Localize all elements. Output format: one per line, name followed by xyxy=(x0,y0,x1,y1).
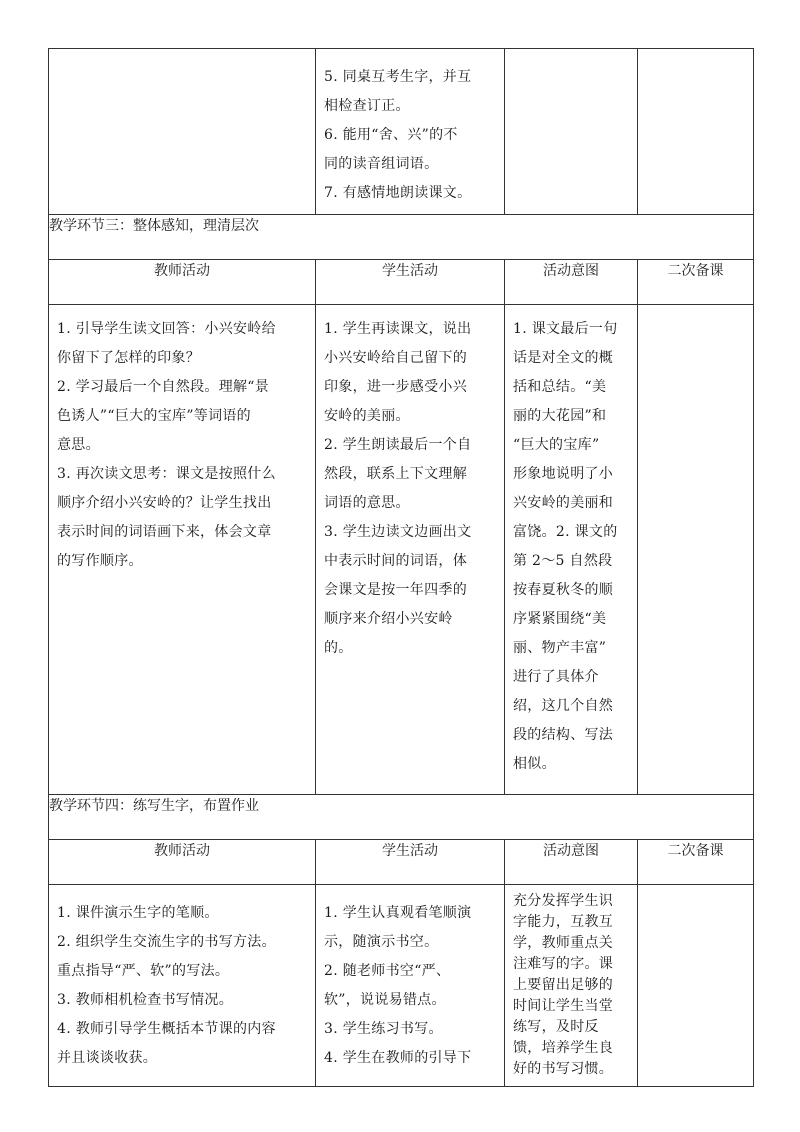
text-line: 进行了具体介 xyxy=(513,669,599,685)
text-line: 学，教师重点关 xyxy=(513,935,614,951)
text-line: 序紧紧围绕“美 xyxy=(513,611,607,627)
text-line: 1. 学生认真观看笔顺演 xyxy=(324,905,472,921)
text-line: 馈，培养学生良 xyxy=(513,1040,614,1056)
text-line: 同的读音组词语。 xyxy=(324,156,439,172)
text-line: 重点指导“严、软”的写法。 xyxy=(57,963,230,979)
section-four-body-row xyxy=(49,885,754,1087)
text-line: 好的书写习惯。 xyxy=(513,1061,614,1077)
text-line: 1. 引导学生读文回答：小兴安岭给 xyxy=(57,321,276,337)
section-three-body-row xyxy=(49,305,754,795)
text-line: 你留下了怎样的印象？ xyxy=(57,350,200,366)
student-activity-cell xyxy=(316,885,505,1087)
continuation-row xyxy=(49,49,754,215)
text-line: 中表示时间的词语，体 xyxy=(324,553,467,569)
text-line: 括和总结。“美 xyxy=(513,379,607,395)
header-activity-intent: 活动意图 xyxy=(505,260,638,305)
text-line: 3. 教师相机检查书写情况。 xyxy=(57,992,234,1008)
text-line: 色诱人”“巨大的宝库”等词语的 xyxy=(57,408,251,424)
text-line: 3. 学生边读文边画出文 xyxy=(324,524,472,540)
text-line: 2. 随老师书空“严、 xyxy=(324,963,451,979)
text-line: 字能力，互教互 xyxy=(513,914,614,930)
text-line: 顺序来介绍小兴安岭 xyxy=(324,611,453,627)
text-line: 词语的意思。 xyxy=(324,495,410,511)
lesson-plan-table xyxy=(48,48,754,1087)
text-line: 第 2～5 自然段 xyxy=(513,553,613,569)
text-line: 丽、物产丰富” xyxy=(513,640,607,656)
text-line: “巨大的宝库” xyxy=(513,437,600,453)
teacher-activity-cell xyxy=(49,49,316,215)
section-three-header-row xyxy=(49,260,754,305)
text-line: 会课文是按一年四季的 xyxy=(324,582,467,598)
teacher-activity-cell xyxy=(49,885,316,1087)
text-line: 1. 学生再读课文，说出 xyxy=(324,321,472,337)
text-line: 顺序介绍小兴安岭的？让学生找出 xyxy=(57,495,272,511)
text-line: 1. 课件演示生字的笔顺。 xyxy=(57,905,219,921)
text-line: 丽的大花园”和 xyxy=(513,408,607,424)
second-prep-cell xyxy=(638,305,754,795)
text-line: 示，随演示书空。 xyxy=(324,934,439,950)
text-line: 6. 能用“舍、兴”的不 xyxy=(324,127,458,143)
header-second-prep: 二次备课 xyxy=(638,840,754,885)
activity-intent-cell xyxy=(505,49,638,215)
text-line: 表示时间的词语画下来，体会文章 xyxy=(57,524,272,540)
text-line: 充分发挥学生识 xyxy=(513,893,614,909)
text-line: 练写，及时反 xyxy=(513,1019,599,1035)
text-line: 3. 学生练习书写。 xyxy=(324,1021,443,1037)
teacher-activity-cell xyxy=(49,305,316,795)
section-four-header-row xyxy=(49,840,754,885)
text-line: 富饶。2. 课文的 xyxy=(513,524,618,540)
section-four-title: 教学环节四：练写生字，布置作业 xyxy=(49,795,754,840)
text-line: 话是对全文的概 xyxy=(513,350,614,366)
text-line: 上要留出足够的 xyxy=(513,977,614,993)
header-teacher-activity: 教师活动 xyxy=(49,840,316,885)
text-line: 1. 课文最后一句 xyxy=(513,321,618,337)
activity-intent-cell xyxy=(505,885,638,1087)
text-line: 安岭的美丽。 xyxy=(324,408,410,424)
header-activity-intent: 活动意图 xyxy=(505,840,638,885)
second-prep-cell xyxy=(638,885,754,1087)
text-line: 注难写的字。课 xyxy=(513,956,614,972)
header-student-activity: 学生活动 xyxy=(316,840,505,885)
section-three-title: 教学环节三：整体感知，理清层次 xyxy=(49,215,754,260)
text-line: 5. 同桌互考生字，并互 xyxy=(324,69,472,85)
text-line: 时间让学生当堂 xyxy=(513,998,614,1014)
text-line: 小兴安岭给自己留下的 xyxy=(324,350,467,366)
text-line: 并且谈谈收获。 xyxy=(57,1050,158,1066)
header-teacher-activity: 教师活动 xyxy=(49,260,316,305)
student-activity-cell xyxy=(316,49,505,215)
text-line: 然段，联系上下文理解 xyxy=(324,466,467,482)
text-line: 3. 再次读文思考：课文是按照什么 xyxy=(57,466,276,482)
text-line: 相检查订正。 xyxy=(324,98,410,114)
header-second-prep: 二次备课 xyxy=(638,260,754,305)
text-line: 兴安岭的美丽和 xyxy=(513,495,614,511)
text-line: 2. 学习最后一个自然段。理解“景 xyxy=(57,379,270,395)
text-line: 7. 有感情地朗读课文。 xyxy=(324,185,472,201)
text-line: 按春夏秋冬的顺 xyxy=(513,582,614,598)
header-student-activity: 学生活动 xyxy=(316,260,505,305)
text-line: 软”，说说易错点。 xyxy=(324,992,446,1008)
second-prep-cell xyxy=(638,49,754,215)
text-line: 相似。 xyxy=(513,756,556,772)
section-four-row xyxy=(49,795,754,840)
text-line: 绍，这几个自然 xyxy=(513,698,614,714)
text-line: 意思。 xyxy=(57,437,100,453)
text-line: 形象地说明了小 xyxy=(513,466,614,482)
text-line: 的写作顺序。 xyxy=(57,553,143,569)
text-line: 4. 学生在教师的引导下 xyxy=(324,1050,472,1066)
text-line: 印象，进一步感受小兴 xyxy=(324,379,467,395)
section-three-row xyxy=(49,215,754,260)
text-line: 的。 xyxy=(324,640,353,656)
text-line: 2. 组织学生交流生字的书写方法。 xyxy=(57,934,276,950)
text-line: 4. 教师引导学生概括本节课的内容 xyxy=(57,1021,276,1037)
student-activity-cell xyxy=(316,305,505,795)
text-line: 段的结构、写法 xyxy=(513,727,614,743)
text-line: 2. 学生朗读最后一个自 xyxy=(324,437,472,453)
activity-intent-cell xyxy=(505,305,638,795)
